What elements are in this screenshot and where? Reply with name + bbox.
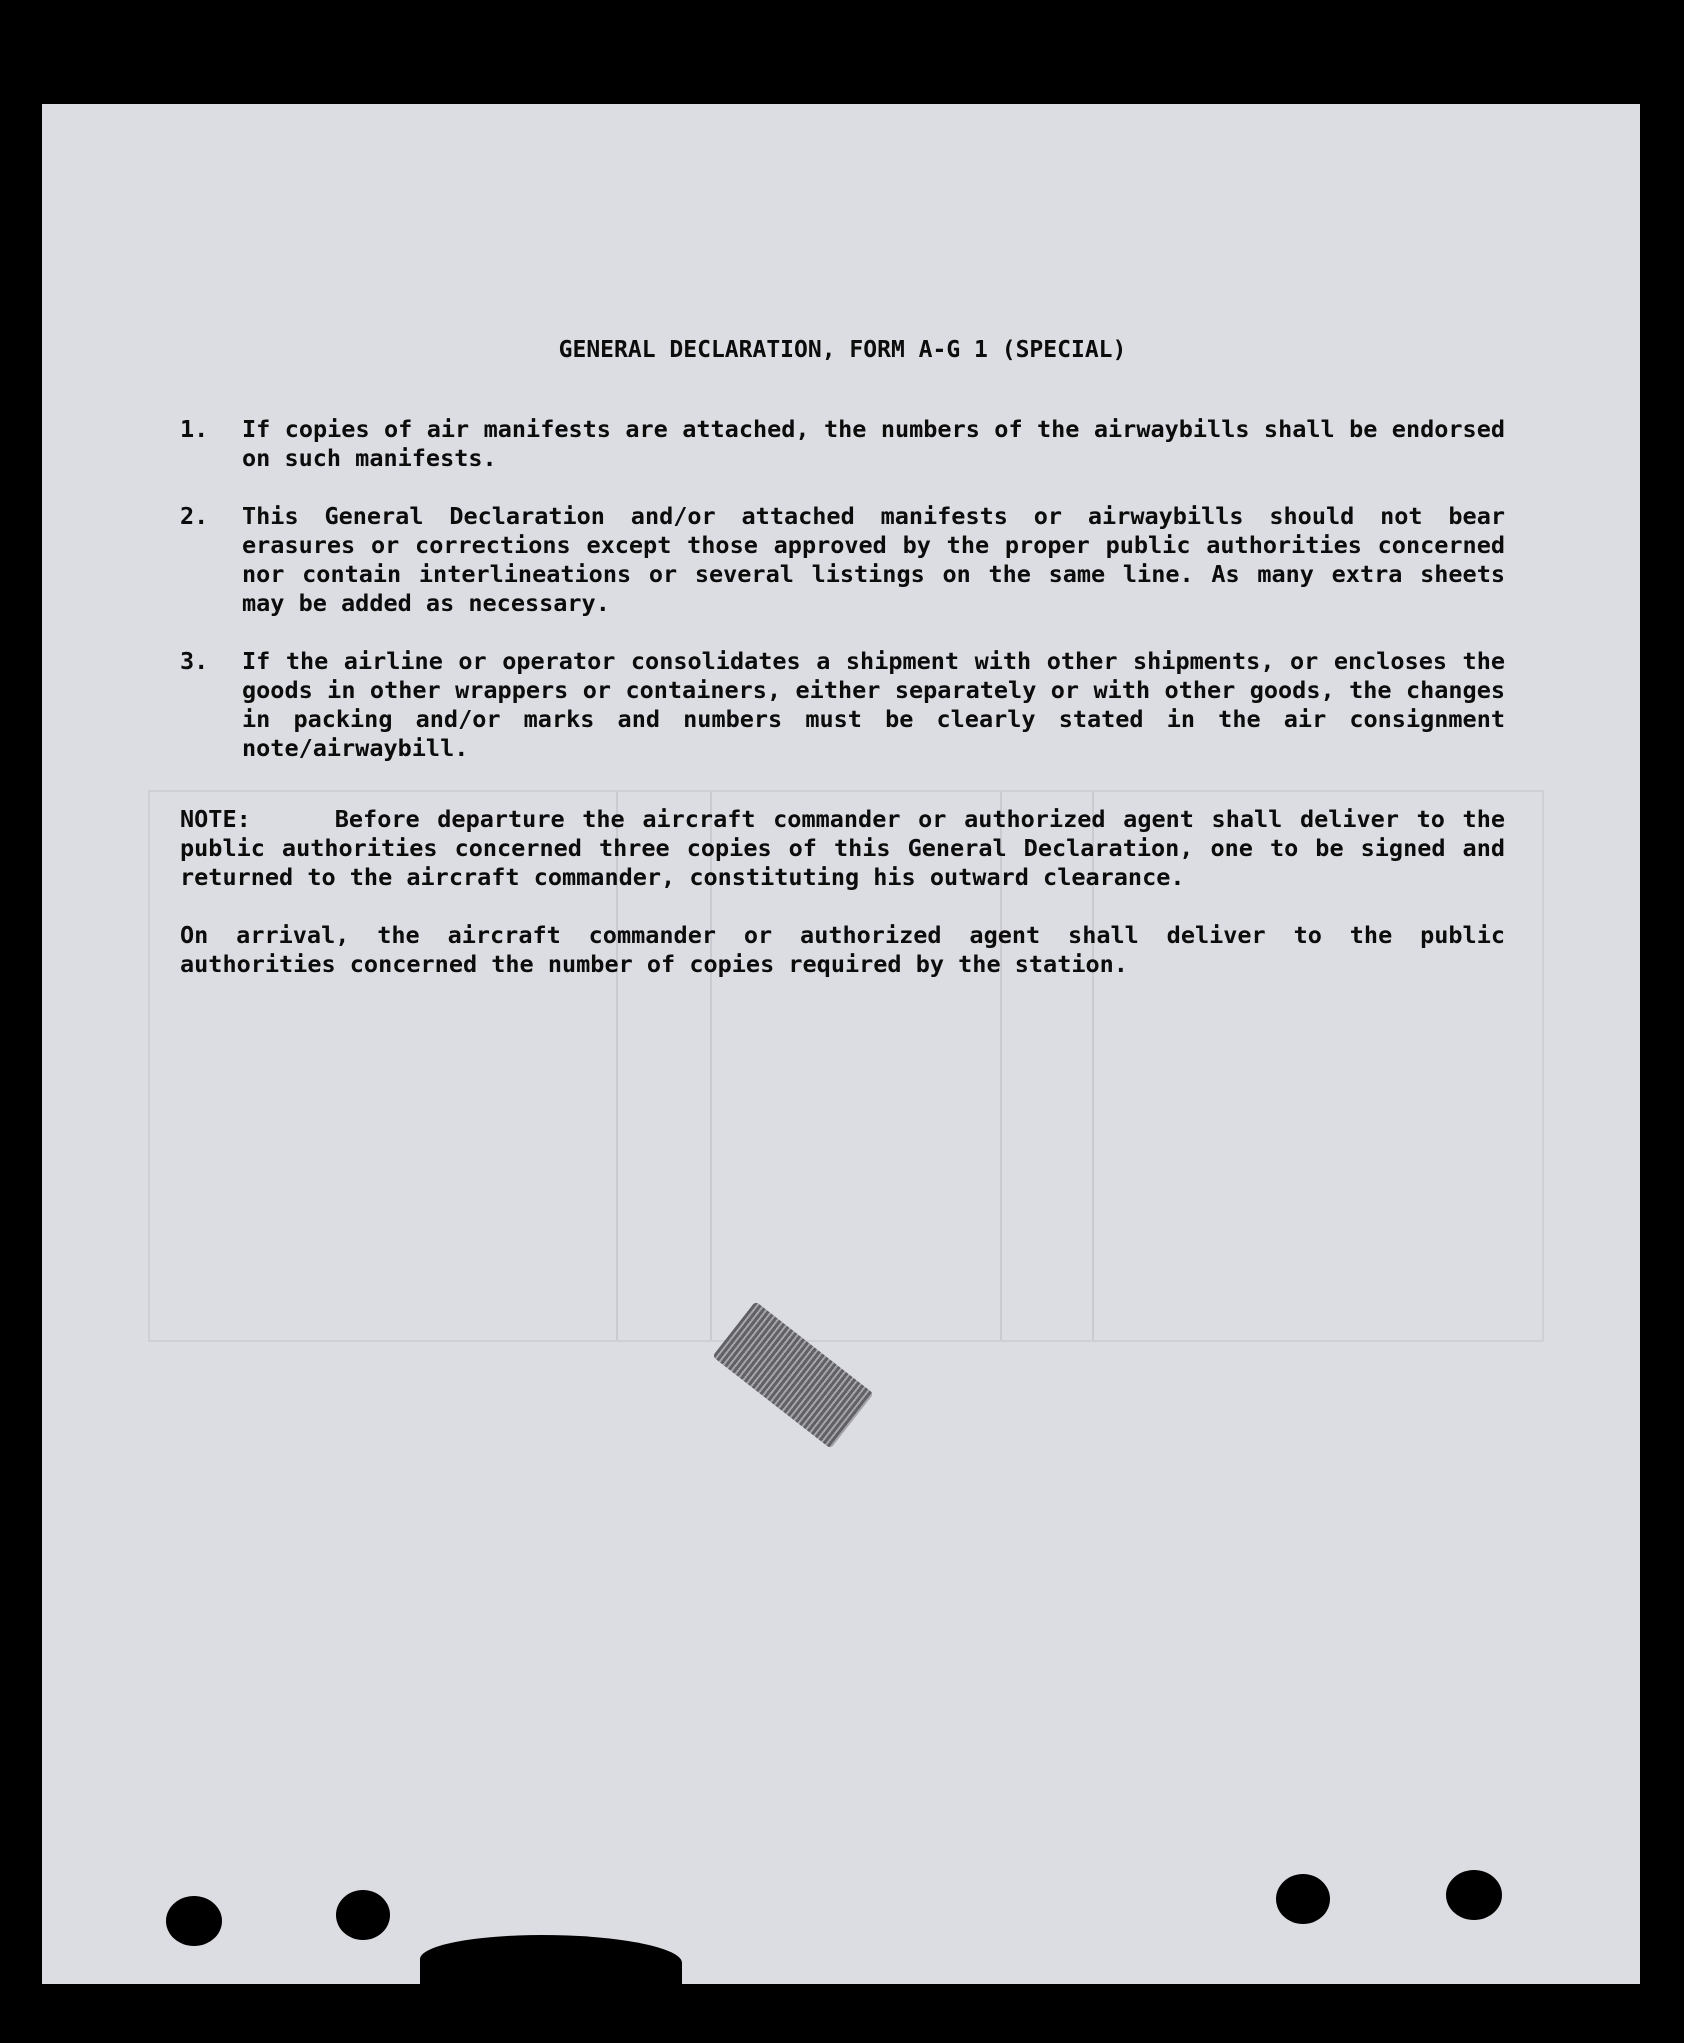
torn-edge bbox=[420, 1935, 682, 1987]
item-text: This General Declaration and/or attached manifests or airwaybills should not bear erasures or corrections except those approved by the proper public authorities concerned nor contain interlineations or several listings on the same line. As many extra sheets may be added as necessary. bbox=[242, 502, 1505, 617]
note-paragraph bbox=[180, 805, 1505, 892]
document-title: GENERAL DECLARATION, FORM A-G 1 (SPECIAL) bbox=[558, 337, 1127, 363]
item-text: If copies of air manifests are attached, the numbers of the airwaybills shall be endorsed on such manifests. bbox=[242, 415, 1505, 472]
punch-hole bbox=[336, 1890, 390, 1940]
note-label: NOTE: bbox=[180, 805, 251, 833]
instruction-item bbox=[180, 415, 1505, 473]
declaration-text bbox=[180, 336, 1505, 979]
item-number: 3. bbox=[180, 647, 209, 675]
punch-hole bbox=[1446, 1870, 1502, 1920]
punch-hole bbox=[1276, 1874, 1330, 1924]
note-text: Before departure the aircraft commander or authorized agent shall deliver to the public authorities concerned three copies of this General Declaration, one to be signed and returned to the aircraft commander, constituting his outward clearance. bbox=[180, 805, 1505, 891]
instruction-item bbox=[180, 647, 1505, 763]
item-number: 1. bbox=[180, 415, 209, 443]
arrival-paragraph: On arrival, the aircraft commander or authorized agent shall deliver to the public authorities concerned the number of copies required by the station. bbox=[180, 921, 1505, 978]
instruction-item bbox=[180, 502, 1505, 618]
punch-hole bbox=[166, 1896, 222, 1946]
item-text: If the airline or operator consolidates a shipment with other shipments, or encloses the goods in other wrappers or containers, either separately or with other goods, the changes in packing and/or marks and numbers must be clearly stated in the air consignment note/airwaybill. bbox=[242, 647, 1505, 762]
item-number: 2. bbox=[180, 502, 209, 530]
